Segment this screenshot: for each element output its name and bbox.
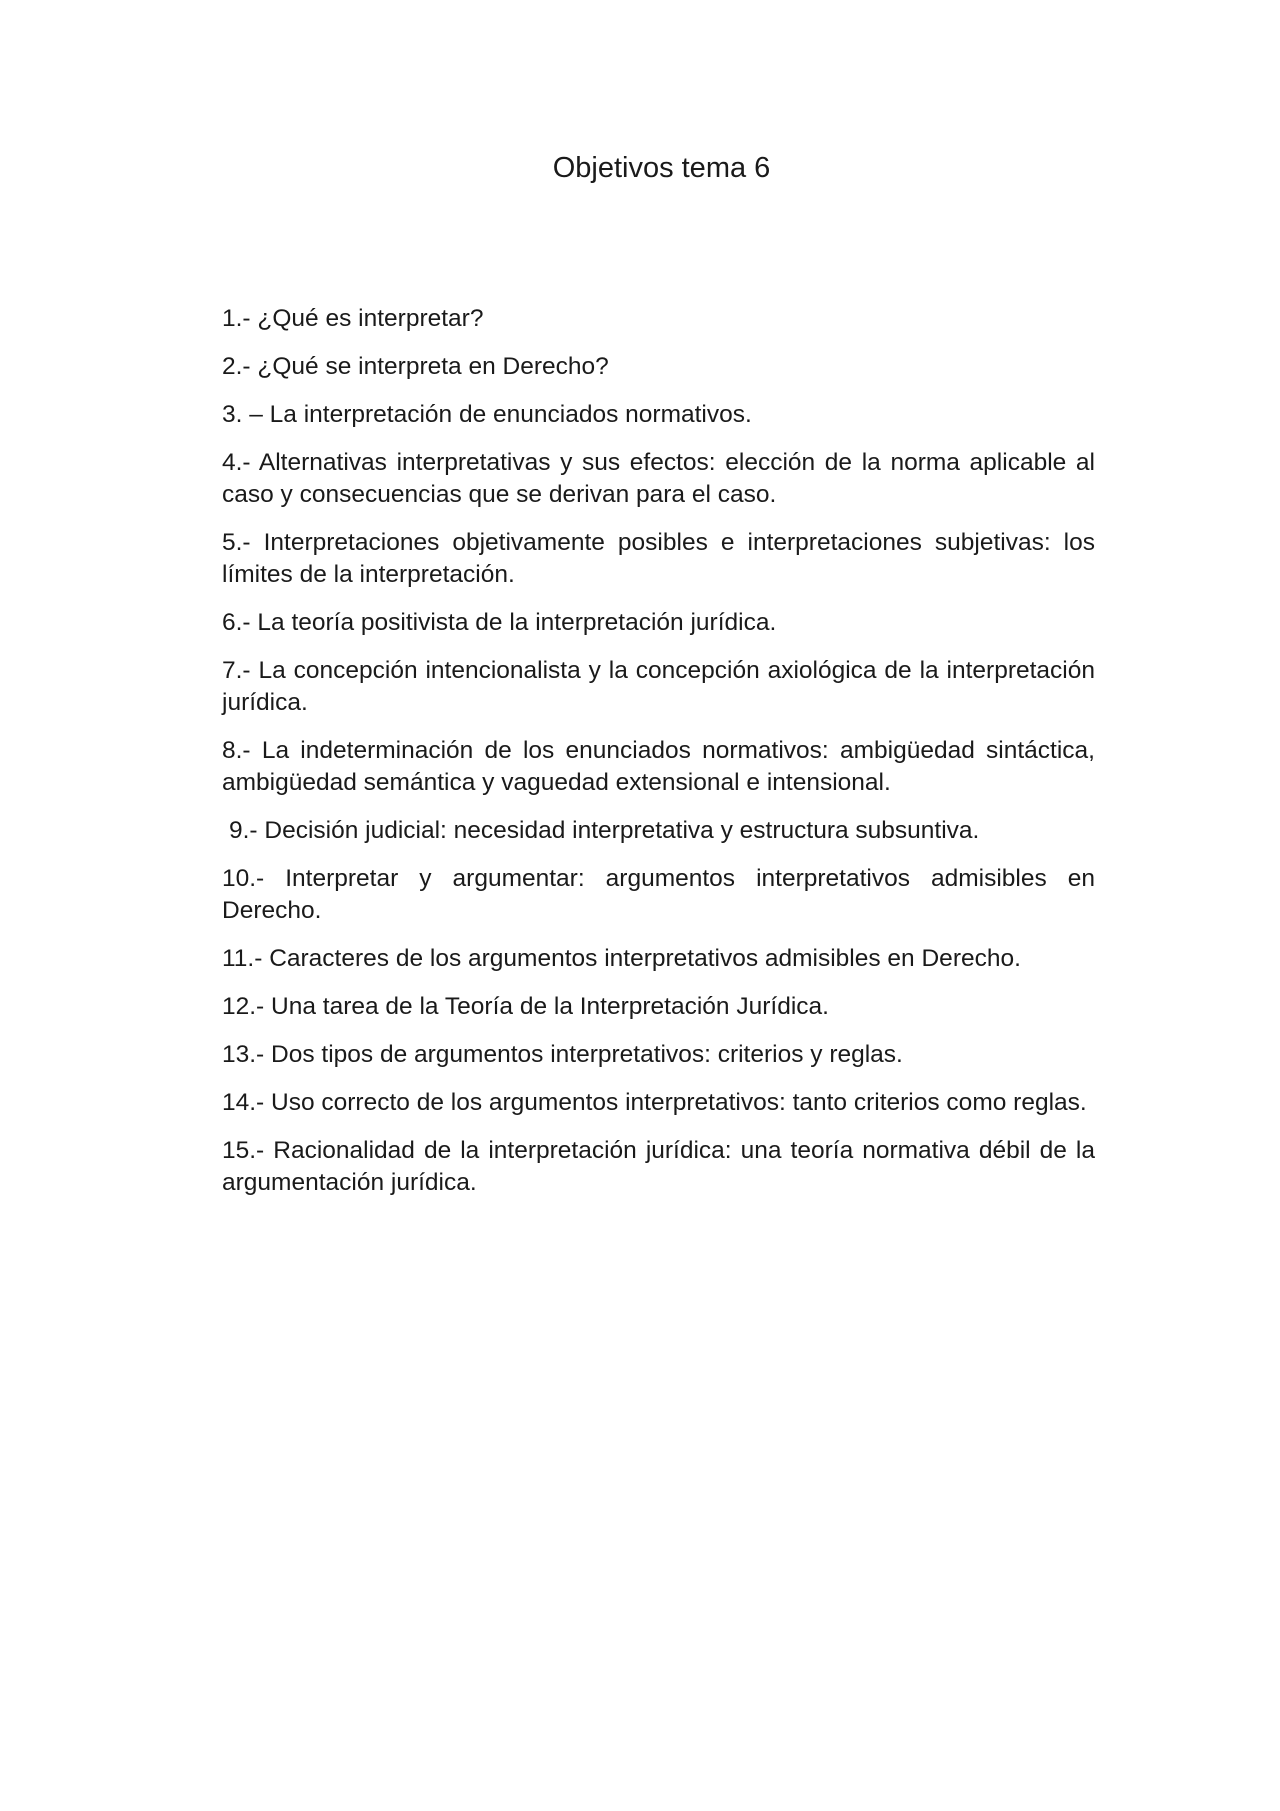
objective-item-11: 11.- Caracteres de los argumentos interpretativos admisibles en Derecho. — [222, 945, 1021, 972]
objective-item-3: 3. – La interpretación de enunciados normativos. — [222, 401, 752, 428]
objective-item-10: 10.- Interpretar y argumentar: argumentos interpretativos admisibles en Derecho. — [222, 865, 1095, 924]
objective-item-8: 8.- La indeterminación de los enunciados normativos: ambigüedad sintáctica, ambigüedad semántica y vaguedad extensional e intensional. — [222, 737, 1095, 796]
objective-item-2: 2.- ¿Qué se interpreta en Derecho? — [222, 353, 609, 380]
objective-item-13: 13.- Dos tipos de argumentos interpretativos: criterios y reglas. — [222, 1041, 903, 1068]
objective-item-6: 6.- La teoría positivista de la interpretación jurídica. — [222, 609, 777, 636]
objective-item-14: 14.- Uso correcto de los argumentos interpretativos: tanto criterios como reglas. — [222, 1089, 1087, 1116]
objectives-list — [222, 303, 1095, 1215]
objective-item-15: 15.- Racionalidad de la interpretación jurídica: una teoría normativa débil de la argumentación jurídica. — [222, 1137, 1095, 1196]
objective-item-9: 9.- Decisión judicial: necesidad interpretativa y estructura subsuntiva. — [229, 817, 980, 844]
objective-item-7: 7.- La concepción intencionalista y la concepción axiológica de la interpretación jurídica. — [222, 657, 1095, 716]
objective-item-12: 12.- Una tarea de la Teoría de la Interpretación Jurídica. — [222, 993, 829, 1020]
objective-item-1: 1.- ¿Qué es interpretar? — [222, 305, 484, 332]
objective-item-5: 5.- Interpretaciones objetivamente posibles e interpretaciones subjetivas: los límites de la interpretación. — [222, 529, 1095, 588]
document-title: Objetivos tema 6 — [552, 152, 771, 184]
objective-item-4: 4.- Alternativas interpretativas y sus efectos: elección de la norma aplicable al caso y consecuencias que se derivan para el caso. — [222, 449, 1095, 508]
